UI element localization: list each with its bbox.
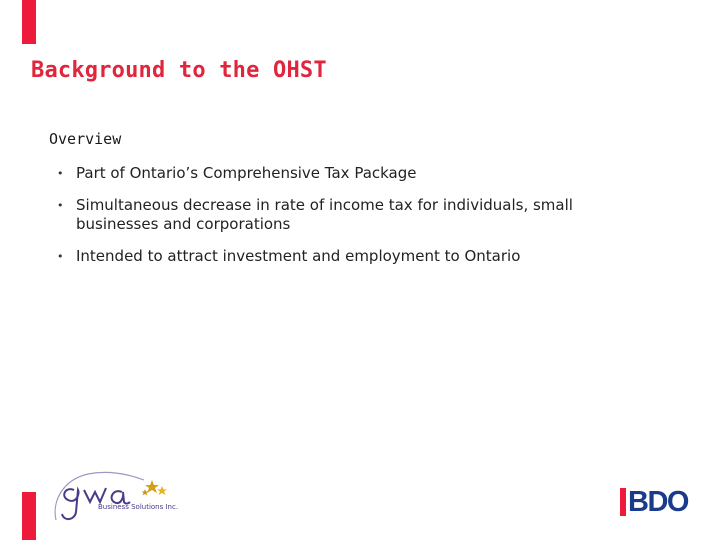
bullet-list xyxy=(49,164,629,279)
bdo-wordmark: BDO xyxy=(628,486,688,518)
list-item xyxy=(49,196,629,234)
bdo-logo xyxy=(620,487,700,517)
bottom-accent-bar xyxy=(22,492,36,540)
list-item xyxy=(49,247,629,266)
bullet-text: Part of Ontario’s Comprehensive Tax Package xyxy=(76,164,417,182)
bullet-icon: • xyxy=(57,199,64,212)
gwa-logo xyxy=(48,462,188,528)
bullet-icon: • xyxy=(57,167,64,180)
bullet-text: Simultaneous decrease in rate of income tax for individuals, small businesses and corporations xyxy=(76,196,573,233)
top-accent-bar xyxy=(22,0,36,44)
gwa-logo-icon xyxy=(48,462,188,528)
bullet-text: Intended to attract investment and employment to Ontario xyxy=(76,247,521,265)
bullet-icon: • xyxy=(57,250,64,263)
section-heading: Overview xyxy=(49,130,122,148)
gwa-tagline: Business Solutions Inc. xyxy=(98,503,179,511)
slide-title: Background to the OHST xyxy=(31,58,327,83)
list-item xyxy=(49,164,629,183)
bdo-bracket-icon xyxy=(620,488,626,516)
